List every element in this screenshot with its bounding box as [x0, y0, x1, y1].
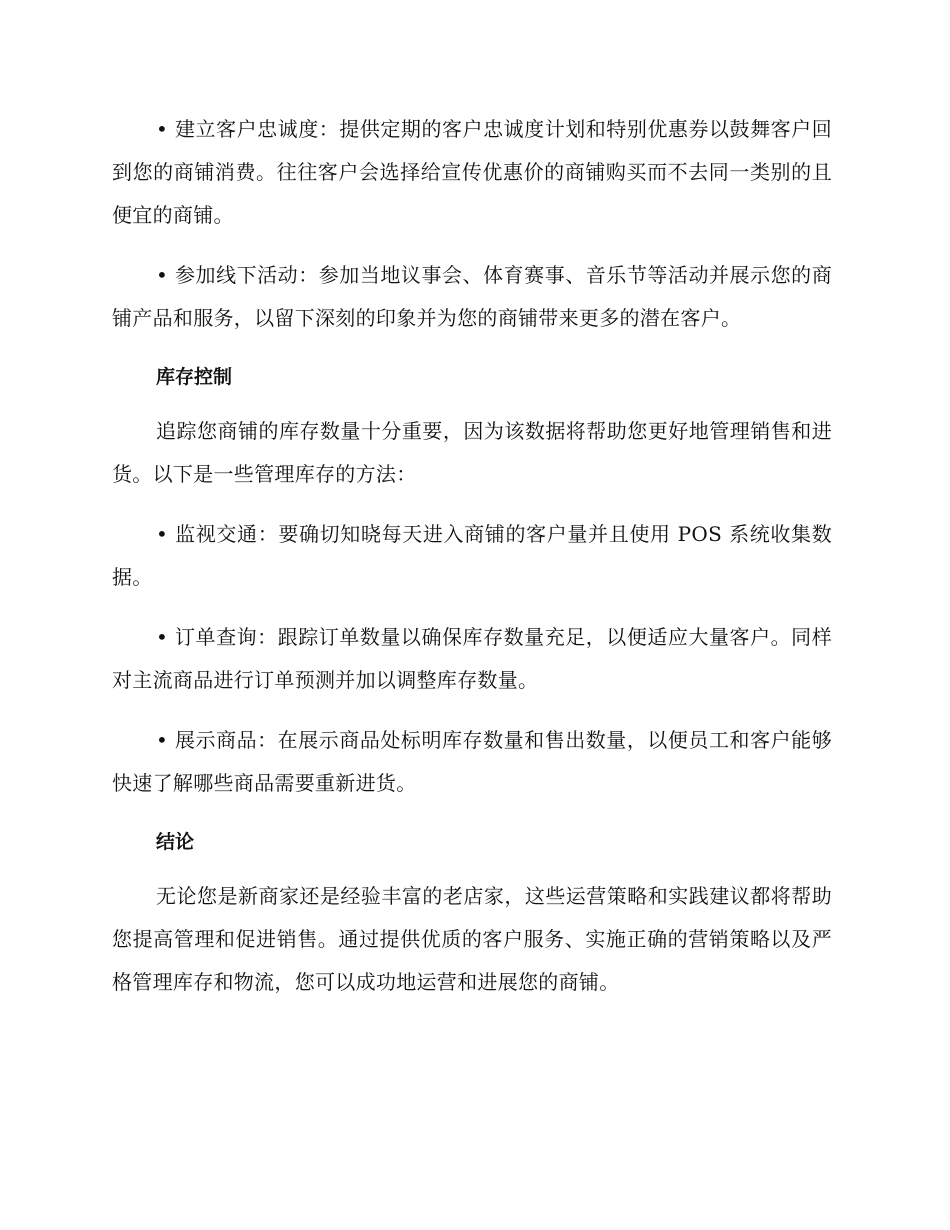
paragraph-inventory-intro: 追踪您商铺的库存数量十分重要，因为该数据将帮助您更好地管理销售和进货。以下是一些管理库存的方法： — [112, 419, 832, 486]
heading-conclusion: 结论 — [156, 831, 195, 853]
paragraph-monitor-traffic: • 监视交通：要确切知晓每天进入商铺的客户量并且使用 POS 系统收集数据。 — [112, 522, 832, 589]
paragraph-offline-events: • 参加线下活动：参加当地议事会、体育赛事、音乐节等活动并展示您的商铺产品和服务，以留下深刻的印象并为您的商铺带来更多的潜在客户。 — [112, 263, 832, 330]
paragraph-order-tracking: • 订单查询：跟踪订单数量以确保库存数量充足，以便适应大量客户。同样对主流商品进行订单预测并加以调整库存数量。 — [112, 625, 832, 692]
paragraph-display-products: • 展示商品：在展示商品处标明库存数量和售出数量，以便员工和客户能够快速了解哪些商品需要重新进货。 — [112, 728, 832, 795]
paragraph-customer-loyalty: • 建立客户忠诚度：提供定期的客户忠诚度计划和特别优惠券以鼓舞客户回到您的商铺消费。往往客户会选择给宣传优惠价的商铺购买而不去同一类别的且便宜的商铺。 — [112, 117, 832, 227]
document-page — [112, 108, 832, 1021]
heading-inventory-control: 库存控制 — [156, 366, 233, 388]
paragraph-conclusion: 无论您是新商家还是经验丰富的老店家，这些运营策略和实践建议都将帮助您提高管理和促进销售。通过提供优质的客户服务、实施正确的营销策略以及严格管理库存和物流，您可以成功地运营和进展您的商铺。 — [112, 884, 832, 994]
